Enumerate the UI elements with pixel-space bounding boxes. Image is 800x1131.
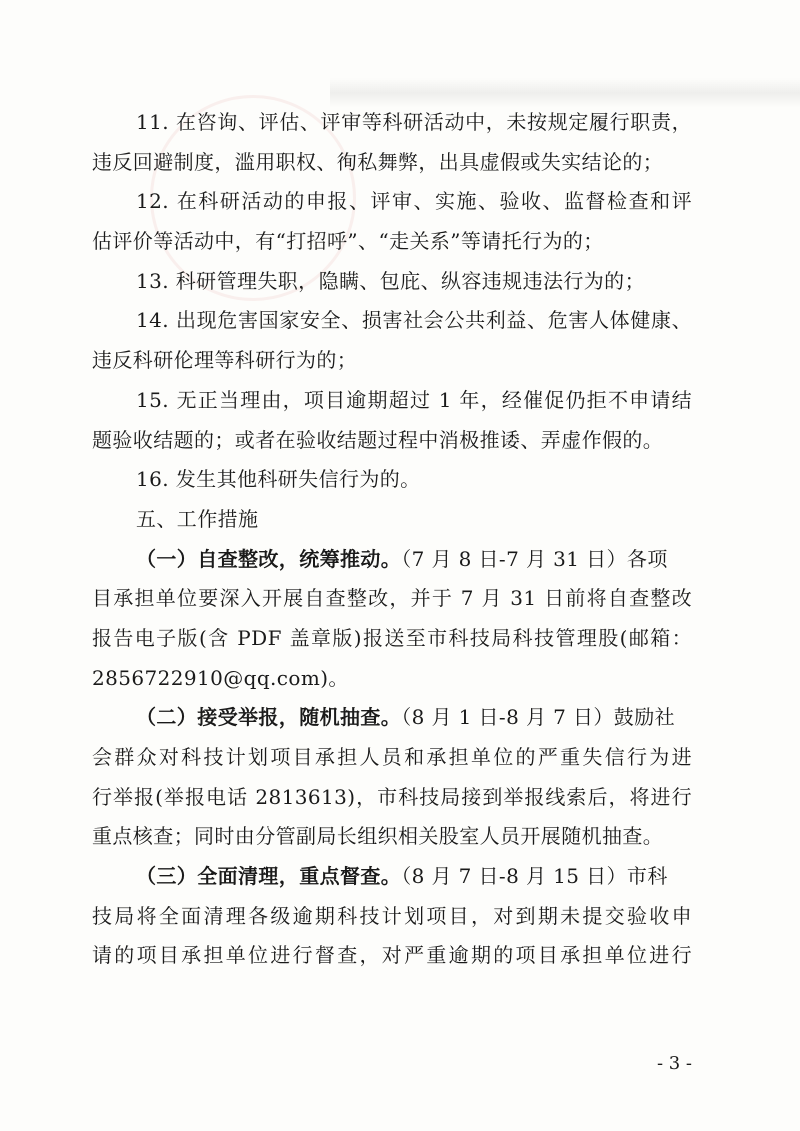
document-body <box>92 103 692 976</box>
measure-2-title: （二）接受举报，随机抽查。 <box>136 705 402 730</box>
measure-1-date: （7 月 8 日-7 月 31 日）各项 <box>401 546 668 571</box>
item-15-line-2: 题验收结题的；或者在验收结题过程中消极推诿、弄虚作假的。 <box>92 427 664 452</box>
measure-1-title: （一）自查整改，统筹推动。 <box>136 546 402 571</box>
measure-2-line-2: 会群众对科技计划项目承担人员和承担单位的严重失信行为进 <box>92 745 692 769</box>
measure-3-title: （三）全面清理，重点督查。 <box>136 864 402 889</box>
measure-1-line-1 <box>92 540 692 580</box>
item-11-line-1: 11. 在咨询、评估、评审等科研活动中，未按规定履行职责， <box>136 110 692 134</box>
measure-1-line-4: 2856722910@qq.com)。 <box>92 665 349 690</box>
measure-2-line-4: 重点核查；同时由分管副局长组织相关股室人员开展随机抽查。 <box>92 824 664 849</box>
item-11-line-2: 违反回避制度，滥用职权、徇私舞弊，出具虚假或失实结论的； <box>92 149 664 174</box>
item-13: 13. 科研管理失职，隐瞒、包庇、纵容违规违法行为的； <box>136 268 645 293</box>
item-16: 16. 发生其他科研失信行为的。 <box>136 467 421 492</box>
measure-2-date: （8 月 1 日-8 月 7 日）鼓励社 <box>401 705 676 730</box>
item-14-line-2: 违反科研伦理等科研行为的； <box>92 348 358 373</box>
page-number: - 3 - <box>656 1053 692 1074</box>
measure-3-date: （8 月 7 日-8 月 15 日）市科 <box>401 864 668 889</box>
measure-3-line-3: 请的项目承担单位进行督查，对严重逾期的项目承担单位进行 <box>92 943 692 968</box>
measure-2-line-3: 行举报(举报电话 2813613)，市科技局接到举报线索后，将进行 <box>92 784 692 809</box>
measure-1-line-2: 目承担单位要深入开展自查整改，并于 7 月 31 日前将自查整改 <box>92 586 692 611</box>
section-heading: 五、工作措施 <box>136 506 259 531</box>
item-12-line-1: 12. 在科研活动的申报、评审、实施、验收、监督检查和评 <box>136 189 692 214</box>
measure-3-line-1 <box>92 857 692 897</box>
item-15-line-1: 15. 无正当理由，项目逾期超过 1 年，经催促仍拒不申请结 <box>136 387 692 412</box>
item-12-line-2: 估评价等活动中，有“打招呼”、“走关系”等请托行为的； <box>92 229 604 254</box>
measure-2-line-1 <box>92 698 692 738</box>
measure-3-line-2: 技局将全面清理各级逾期科技计划项目，对到期未提交验收申 <box>92 903 692 928</box>
measure-1-line-3: 报告电子版(含 PDF 盖章版)报送至市科技局科技管理股(邮箱： <box>92 625 692 650</box>
item-14-line-1: 14. 出现危害国家安全、损害社会公共利益、危害人体健康、 <box>136 308 692 333</box>
